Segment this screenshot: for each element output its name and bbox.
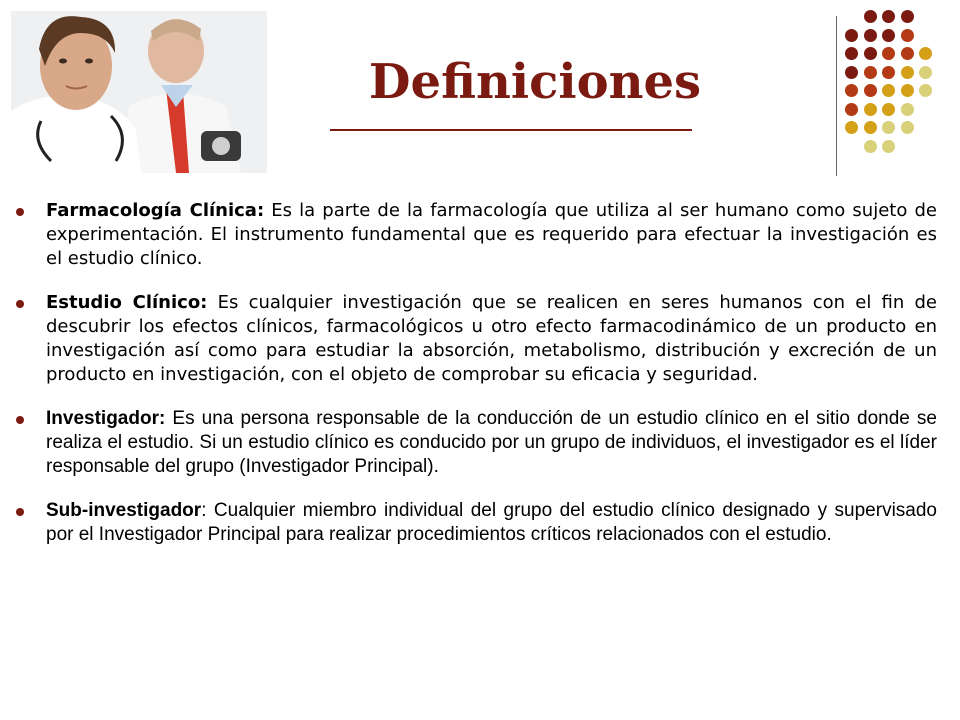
decorative-dot <box>882 103 895 116</box>
decorative-dot <box>845 84 858 97</box>
decorative-dot <box>901 29 914 42</box>
list-item <box>15 291 937 387</box>
definition-text <box>46 499 937 547</box>
bullet-icon <box>16 208 24 216</box>
decorative-dot <box>845 47 858 60</box>
definition-term: Estudio Clínico: <box>46 292 208 313</box>
definition-term: Sub-investigador <box>46 500 202 521</box>
decorative-dot <box>901 47 914 60</box>
definition-term: Investigador: <box>46 408 166 429</box>
decorative-dot <box>845 29 858 42</box>
decorative-dot <box>901 103 914 116</box>
decorative-dot <box>864 84 877 97</box>
decorative-dot <box>882 140 895 153</box>
bullet-icon <box>16 300 24 308</box>
definitions-list <box>15 199 937 547</box>
title-underline <box>330 129 692 131</box>
decorative-dot <box>919 84 932 97</box>
definition-body: Es cualquier investigación que se realicen en seres humanos con el fin de descubrir los efectos clínicos, farmacológicos u otro efecto farmacodinámico de un producto en investigación así como para estudiar la absorción, metabolismo, distribución y excreción de un producto en investigación, con el objeto de comprobar su eficacia y seguridad. <box>46 292 938 385</box>
decorative-dot <box>882 84 895 97</box>
decorative-dot <box>845 103 858 116</box>
decorative-dot <box>845 66 858 79</box>
bullet-icon <box>16 508 24 516</box>
list-item <box>15 407 937 479</box>
definition-text <box>46 291 937 387</box>
decorative-dot <box>901 121 914 134</box>
page-title: Definiciones <box>368 54 702 110</box>
definition-text <box>46 407 937 479</box>
decorative-dot <box>901 10 914 23</box>
decorative-dot <box>864 103 877 116</box>
definition-text <box>46 199 937 271</box>
list-item <box>15 499 937 547</box>
decorative-dot <box>864 10 877 23</box>
decorative-dot <box>864 121 877 134</box>
decorative-dot <box>882 10 895 23</box>
decorative-dot <box>901 84 914 97</box>
decorative-dot <box>882 29 895 42</box>
decorative-dot <box>882 47 895 60</box>
vertical-divider <box>836 16 837 176</box>
decorative-dot <box>901 66 914 79</box>
decorative-dot <box>882 121 895 134</box>
list-item <box>15 199 937 271</box>
decorative-dot <box>919 66 932 79</box>
decorative-dot <box>864 140 877 153</box>
decorative-dot <box>845 121 858 134</box>
decorative-dot <box>919 47 932 60</box>
doctor-patient-photo <box>11 11 267 173</box>
bullet-icon <box>16 416 24 424</box>
definition-body: Es una persona responsable de la conducción de un estudio clínico en el sitio donde se realiza el estudio. Si un estudio clínico es conducido por un grupo de individuos, el investigador es el líder responsable del grupo (Investigador Principal). <box>46 408 937 477</box>
decorative-dot <box>864 29 877 42</box>
definition-term: Farmacología Clínica: <box>46 200 265 221</box>
definition-body: Es la parte de la farmacología que utiliza al ser humano como sujeto de experimentación. El instrumento fundamental que es requerido para efectuar la investigación es el estudio clínico. <box>46 200 937 269</box>
decorative-dot <box>864 47 877 60</box>
decorative-dot-grid <box>845 10 955 160</box>
definition-body: : Cualquier miembro individual del grupo del estudio clínico designado y supervisado por el Investigador Principal para realizar procedimientos críticos relacionados con el estudio. <box>46 500 937 545</box>
decorative-dot <box>882 66 895 79</box>
decorative-dot <box>864 66 877 79</box>
